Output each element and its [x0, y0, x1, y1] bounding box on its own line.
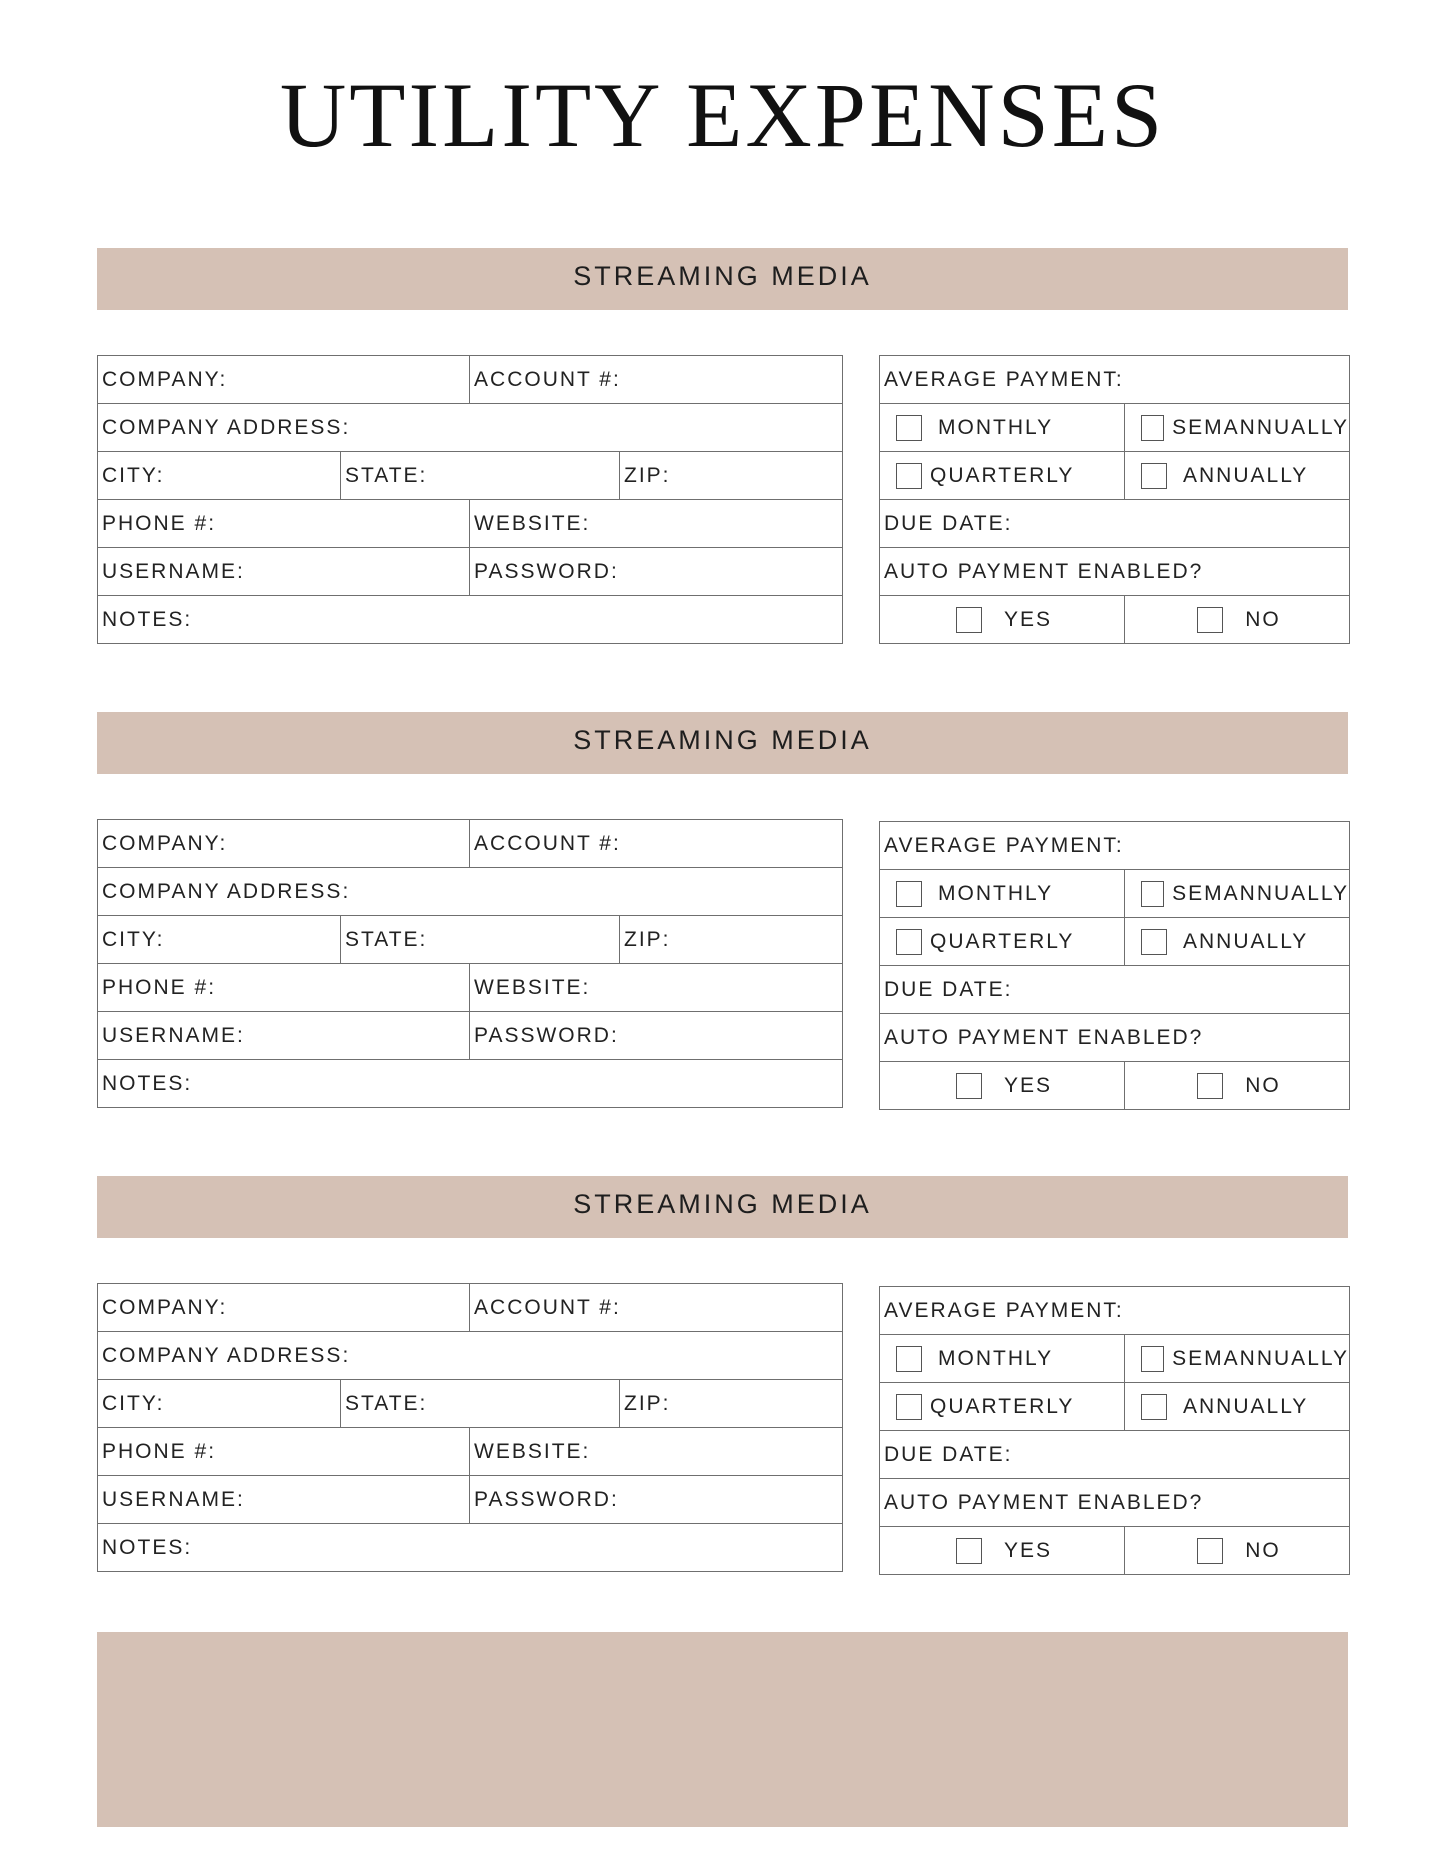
semiannually-checkbox[interactable] [1141, 881, 1164, 907]
account-number-field[interactable]: ACCOUNT #: [470, 1284, 843, 1332]
yes-option[interactable] [880, 596, 1125, 644]
expense-section-1 [0, 248, 1445, 658]
company-address-field[interactable]: COMPANY ADDRESS: [98, 868, 843, 916]
monthly-checkbox[interactable] [896, 415, 922, 441]
payment-table [879, 1286, 1350, 1575]
monthly-label: MONTHLY [938, 1346, 1054, 1370]
state-field[interactable]: STATE: [341, 452, 620, 500]
password-field[interactable]: PASSWORD: [470, 548, 843, 596]
quarterly-label: QUARTERLY [930, 463, 1075, 487]
expense-section-2 [0, 712, 1445, 1122]
state-field[interactable]: STATE: [341, 916, 620, 964]
account-number-field[interactable]: ACCOUNT #: [470, 820, 843, 868]
no-checkbox[interactable] [1197, 1538, 1223, 1564]
semiannually-label: SEMANNUALLY [1172, 415, 1349, 439]
annually-checkbox[interactable] [1141, 1394, 1167, 1420]
phone-field[interactable]: PHONE #: [98, 964, 470, 1012]
page-title: UTILITY EXPENSES [279, 64, 1166, 166]
yes-checkbox[interactable] [956, 1538, 982, 1564]
due-date-field[interactable]: DUE DATE: [880, 500, 1350, 548]
quarterly-label: QUARTERLY [930, 929, 1075, 953]
monthly-label: MONTHLY [938, 415, 1054, 439]
semiannually-option[interactable] [1125, 1335, 1350, 1383]
no-option[interactable] [1125, 1527, 1350, 1575]
annually-label: ANNUALLY [1183, 929, 1309, 953]
due-date-field[interactable]: DUE DATE: [880, 966, 1350, 1014]
yes-label: YES [1003, 1538, 1053, 1562]
expense-section-3 [0, 1176, 1445, 1586]
annually-checkbox[interactable] [1141, 929, 1167, 955]
monthly-option[interactable] [880, 404, 1125, 452]
semiannually-option[interactable] [1125, 404, 1350, 452]
city-field[interactable]: CITY: [98, 916, 341, 964]
quarterly-checkbox[interactable] [896, 463, 922, 489]
semiannually-option[interactable] [1125, 870, 1350, 918]
annually-option[interactable] [1125, 452, 1350, 500]
yes-option[interactable] [880, 1062, 1125, 1110]
annually-checkbox[interactable] [1141, 463, 1167, 489]
zip-field[interactable]: ZIP: [620, 1380, 843, 1428]
account-number-field[interactable]: ACCOUNT #: [470, 356, 843, 404]
average-payment-field[interactable]: AVERAGE PAYMENT: [880, 356, 1350, 404]
quarterly-option[interactable] [880, 452, 1125, 500]
company-address-field[interactable]: COMPANY ADDRESS: [98, 1332, 843, 1380]
footer-band [97, 1632, 1348, 1827]
zip-field[interactable]: ZIP: [620, 452, 843, 500]
no-label: NO [1245, 607, 1281, 631]
zip-field[interactable]: ZIP: [620, 916, 843, 964]
phone-field[interactable]: PHONE #: [98, 1428, 470, 1476]
average-payment-field[interactable]: AVERAGE PAYMENT: [880, 822, 1350, 870]
company-field[interactable]: COMPANY: [98, 820, 470, 868]
yes-checkbox[interactable] [956, 1073, 982, 1099]
website-field[interactable]: WEBSITE: [470, 500, 843, 548]
annually-option[interactable] [1125, 918, 1350, 966]
auto-payment-question: AUTO PAYMENT ENABLED? [880, 1014, 1350, 1062]
password-field[interactable]: PASSWORD: [470, 1012, 843, 1060]
account-details-table [97, 819, 843, 1108]
payment-table [879, 821, 1350, 1110]
password-field[interactable]: PASSWORD: [470, 1476, 843, 1524]
yes-option[interactable] [880, 1527, 1125, 1575]
no-checkbox[interactable] [1197, 1073, 1223, 1099]
section-heading: STREAMING MEDIA [97, 712, 1348, 774]
annually-label: ANNUALLY [1183, 1394, 1309, 1418]
semiannually-checkbox[interactable] [1141, 1346, 1164, 1372]
quarterly-checkbox[interactable] [896, 1394, 922, 1420]
notes-field[interactable]: NOTES: [98, 596, 843, 644]
quarterly-checkbox[interactable] [896, 929, 922, 955]
yes-label: YES [1003, 607, 1053, 631]
no-checkbox[interactable] [1197, 607, 1223, 633]
section-heading: STREAMING MEDIA [97, 1176, 1348, 1238]
city-field[interactable]: CITY: [98, 452, 341, 500]
phone-field[interactable]: PHONE #: [98, 500, 470, 548]
no-label: NO [1245, 1538, 1281, 1562]
monthly-option[interactable] [880, 870, 1125, 918]
account-details-table [97, 1283, 843, 1572]
section-heading: STREAMING MEDIA [97, 248, 1348, 310]
company-field[interactable]: COMPANY: [98, 356, 470, 404]
semiannually-label: SEMANNUALLY [1172, 1346, 1349, 1370]
monthly-option[interactable] [880, 1335, 1125, 1383]
account-details-table [97, 355, 843, 644]
payment-table [879, 355, 1350, 644]
no-label: NO [1245, 1073, 1281, 1097]
company-field[interactable]: COMPANY: [98, 1284, 470, 1332]
semiannually-checkbox[interactable] [1141, 415, 1164, 441]
username-field[interactable]: USERNAME: [98, 1476, 470, 1524]
notes-field[interactable]: NOTES: [98, 1524, 843, 1572]
no-option[interactable] [1125, 596, 1350, 644]
auto-payment-question: AUTO PAYMENT ENABLED? [880, 1479, 1350, 1527]
website-field[interactable]: WEBSITE: [470, 1428, 843, 1476]
auto-payment-question: AUTO PAYMENT ENABLED? [880, 548, 1350, 596]
company-address-field[interactable]: COMPANY ADDRESS: [98, 404, 843, 452]
username-field[interactable]: USERNAME: [98, 548, 470, 596]
monthly-label: MONTHLY [938, 881, 1054, 905]
yes-label: YES [1003, 1073, 1053, 1097]
quarterly-option[interactable] [880, 918, 1125, 966]
annually-option[interactable] [1125, 1383, 1350, 1431]
due-date-field[interactable]: DUE DATE: [880, 1431, 1350, 1479]
yes-checkbox[interactable] [956, 607, 982, 633]
quarterly-option[interactable] [880, 1383, 1125, 1431]
quarterly-label: QUARTERLY [930, 1394, 1075, 1418]
no-option[interactable] [1125, 1062, 1350, 1110]
average-payment-field[interactable]: AVERAGE PAYMENT: [880, 1287, 1350, 1335]
monthly-checkbox[interactable] [896, 881, 922, 907]
state-field[interactable]: STATE: [341, 1380, 620, 1428]
monthly-checkbox[interactable] [896, 1346, 922, 1372]
city-field[interactable]: CITY: [98, 1380, 341, 1428]
username-field[interactable]: USERNAME: [98, 1012, 470, 1060]
notes-field[interactable]: NOTES: [98, 1060, 843, 1108]
website-field[interactable]: WEBSITE: [470, 964, 843, 1012]
annually-label: ANNUALLY [1183, 463, 1309, 487]
semiannually-label: SEMANNUALLY [1172, 881, 1349, 905]
